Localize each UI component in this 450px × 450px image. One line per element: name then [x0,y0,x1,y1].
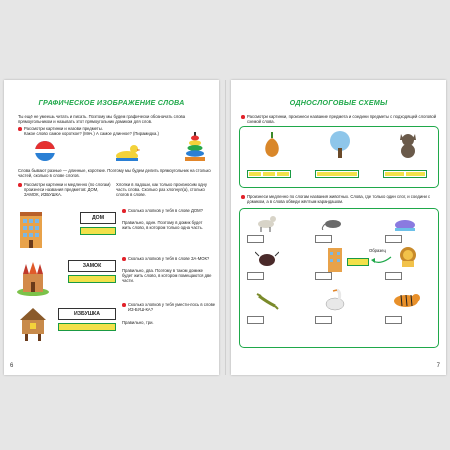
left-page-title: ГРАФИЧЕСКОЕ ИЗОБРАЖЕНИЕ СЛОВА [38,98,185,107]
answer-box-goat[interactable] [247,235,264,243]
word-box-dom: ДОМ [80,212,116,224]
right-page-title: ОДНОСЛОГОВЫЕ СХЕМЫ [289,98,388,107]
answer-box-lion[interactable] [385,272,402,280]
goat-picture [255,214,277,232]
left-task2: Рассмотри картинки и медленно (по слогам) произнеси названия предметов: ДОМ, ЗАМОК, ИЗБУШКА. [18,182,114,198]
answer-box-crayfish[interactable] [247,316,264,324]
answer-zamok: Правильно, два. Поэтому в таком домике будет жить слово, в котором помещаются две части. [122,268,212,284]
beetle-picture [255,250,279,268]
sample-scheme [347,258,369,266]
answer-box-beetle[interactable] [247,272,264,280]
page-number-right: 7 [436,363,440,369]
scheme-one-syllable [80,227,116,235]
rat-picture [321,216,345,230]
answer-box-goose[interactable] [315,316,332,324]
book-gutter [225,80,226,375]
scheme-three-part [247,170,291,178]
answer-izbushka: Правильно, три. [122,320,154,325]
scheme-two-part [383,170,427,178]
page-number-left: 6 [10,363,14,369]
answer-box-rat[interactable] [315,235,332,243]
duck-picture [114,142,140,162]
scheme-one-part [315,170,359,178]
lion-picture [397,246,419,268]
scheme-two-syllables [68,275,116,283]
hut-picture [16,304,50,342]
house-sample-picture [327,246,343,272]
right-task1: Рассмотри картинки, произнеси название предмета и соедини предметы с подходящей слоговой схемой слова. [241,114,443,124]
onion-picture [261,132,283,158]
answer-box-whale[interactable] [385,235,402,243]
goose-picture [323,288,347,312]
apartment-building-picture [16,210,46,248]
left-task1-question: Какое слово самое короткое? (Мяч.) А самое длинное? (Пирамидка.) [24,131,159,136]
right-task2: Произнеси медленно по слогам названия животных. Слова, где только один слог, и соедини с домиком, а в слова обведи жёлтым карандашом. [241,194,443,204]
arrow-icon [371,255,393,265]
ball-picture [34,140,56,162]
left-task2-right: Хлопки в ладоши, как только произносим одну часть слова. Сколько раз хлопнул(а), столько слогов в слове. [116,182,207,198]
answer-box-house[interactable] [315,272,332,280]
answer-dom: Правильно, один. Поэтому в домик будет жить слово, в котором только одна часть. [122,220,204,231]
question-zamok: Сколько хлопков у тебя в слове ЗА-МОК? [122,256,218,261]
cat-picture [397,130,419,158]
answer-box-tiger[interactable] [385,316,402,324]
pyramid-picture [184,132,206,164]
right-page [231,80,446,375]
tree-picture [327,130,353,158]
question-dom: Сколько хлопков у тебя в слове ДОМ? [122,208,218,213]
castle-picture [16,260,50,296]
tiger-picture [391,290,421,310]
left-page [4,80,219,375]
question-izbushka: Сколько хлопков у тебя умести-лось в слове ИЗ-БУШ-КА? [122,302,218,312]
word-box-zamok: ЗАМОК [68,260,116,272]
word-box-izbushka: ИЗБУШКА [58,308,116,320]
left-words-text: Слова бывают разные — длинные, короткие. Поэтому мы будем делить прямоугольник на столько частей, сколько в слове слогов. [18,168,211,179]
scheme-three-syllables [58,323,116,331]
left-intro-text: Ты ещё не умеешь читать и писать. Поэтому мы будем графически обозначать слова прямоугольником и называть этот прямоугольник домиком для слов. [18,114,186,125]
sample-label: Образец [369,248,386,253]
left-task1: Рассмотри картинки и назови предметы. [18,126,214,131]
crayfish-picture [255,292,279,310]
whale-picture [393,214,417,232]
